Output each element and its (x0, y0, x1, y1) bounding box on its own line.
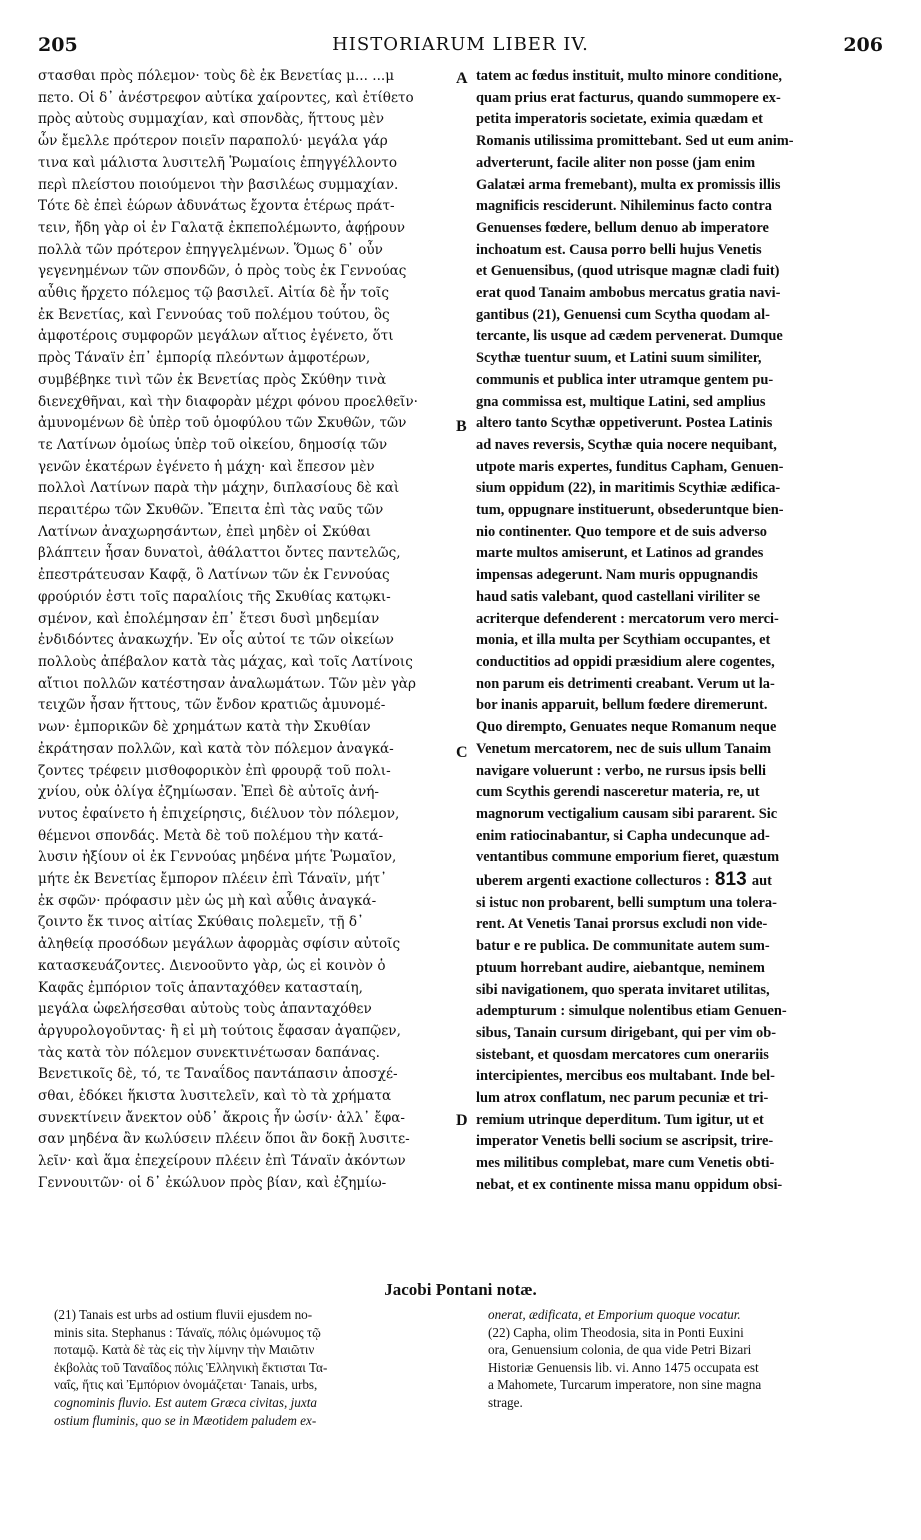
greek-text-line: σθαι, ἐδόκει ἥκιστα λυσιτελεῖν, καὶ τὸ τὰ χρήματα (38, 1088, 392, 1105)
greek-text-line: πετο. Οἱ δ᾿ ἀνέστρεφον αὐτίκα χαίροντες, καὶ ἐτίθετο (38, 89, 414, 106)
latin-text-line: adverterunt, facile aliter non posse (jam enim (476, 154, 756, 171)
latin-text-line: ad naves reversis, Scythæ quia nocere nequibant, (476, 436, 777, 453)
greek-text-line: πολλοὶ Λατίνων παρὰ τὴν μάχην, διπλασίους δὲ καὶ (38, 480, 400, 497)
latin-text-line: mes militibus complebat, mare cum Venetis obti- (476, 1155, 775, 1172)
greek-text-line: νυτος ἐφαίνετο ἡ ἐπιχείρησις, διέλυον τὸν πόλεμον, (38, 805, 400, 822)
footnote-line: strage. (488, 1394, 523, 1410)
greek-text-line: πολλοὺς ἀπέβαλον κατὰ τὰς μάχας, καὶ τοῖς Λατίνοις (38, 653, 413, 670)
greek-text-line: βλάπτειν ἦσαν δυνατοὶ, ἀθάλαττοι ὄντες παντελῶς, (38, 545, 401, 562)
latin-text-line: uberem argenti exactione collecturos : 813 aut (476, 869, 772, 891)
page-number-left: 205 (38, 34, 78, 56)
greek-text-line: γενῶν ἑκατέρων ἐγένετο ἡ μάχη· καὶ ἔπεσον μὲν (38, 458, 375, 475)
footnotes-right (488, 1306, 888, 1412)
latin-text-line: intercipientes, mercibus eos multabant. Inde bel- (476, 1068, 775, 1085)
latin-text-line: sibi navigationem, quo sperata invitaret utilitas, (476, 981, 770, 998)
latin-text-line: conductitios ad oppidi præsidium alere cogentes, (476, 653, 775, 670)
latin-text-line: gna commissa est, multique Latini, sed amplius (476, 393, 766, 410)
greek-text-line: τε Λατίνων ὁμοίως ὑπὲρ τοῦ οἰκείου, δημοσίᾳ τῶν (38, 436, 388, 453)
footnote-line: cognominis fluvio. Est autem Græca civitas, juxta (54, 1394, 317, 1410)
page-number-right: 206 (843, 34, 883, 56)
greek-text-line: διενεχθῆναι, καὶ τὴν διαφορὰν μέχρι φόνου προελθεῖν· (38, 393, 418, 410)
latin-text-line: rent. At Venetis Tanai prorsus excludi non vide- (476, 916, 768, 933)
footnote-line: a Mahomete, Turcarum imperatore, non sine magna (488, 1377, 762, 1393)
footnote-line: ποταμῷ. Κατὰ δὲ τὰς εἰς τὴν λίμνην τὴν Μαιῶτιν (54, 1342, 315, 1358)
greek-text-line: ἀμφοτέροις συμφορῶν μεγάλων αἴτιος ἐγένετο, ὅτι (38, 328, 394, 345)
greek-text-line: περὶ πλείστου ποιούμενοι τὴν βασιλέως συμμαχίαν. (38, 176, 399, 193)
greek-text-line: ἐκράτησαν πολλῶν, καὶ κατὰ τὸν πόλεμον ἀναγκά- (38, 740, 394, 757)
running-title: HISTORIARUM LIBER IV. (332, 34, 589, 55)
greek-text-line: σαν μηδένα ἂν κωλύσειν πλέειν ὅποι ἂν δοκῇ λυσιτε- (38, 1131, 410, 1148)
footnote-line: ora, Genuensium colonia, de qua vide Petri Bizari (488, 1342, 752, 1358)
footnote-line: (21) Tanais est urbs ad ostium fluvii ejusdem no- (54, 1307, 313, 1322)
greek-text-line: μεγάλα ὠφελήσεσθαι αὐτοὺς τοὺς ἁπανταχόθεν (38, 1001, 372, 1018)
latin-text-line: bor inanis apparuit, bellum fœdere diremerunt. (476, 697, 768, 714)
latin-text-line: Galatæi arma fremebant), multa ex promissis illis (476, 176, 781, 193)
footnote-line: ostium fluminis, quo se in Mæotidem paludem ex- (54, 1412, 317, 1428)
greek-text-line: ὧν ἔμελλε πρότερον ποιεῖν παραπολύ· μεγάλα γάρ (38, 133, 388, 150)
greek-text-line: μήτε ἐκ Βενετίας ἔμπορον πλέειν ἐπὶ Τάναϊν, μήτ᾿ (38, 871, 387, 888)
latin-text-line: erat quod Tanaim ambobus mercatus gratia navi- (476, 285, 781, 302)
latin-text-line: remium utrinque deperditum. Tum igitur, ut et (476, 1111, 764, 1128)
latin-text-line: marte multos amiserunt, et Latinos ad grandes (476, 545, 764, 562)
greek-text-line: ἐκ σφῶν· πρόφασιν μὲν ὡς μὴ καὶ αὖθις ἀναγκά- (38, 892, 377, 909)
greek-text-line: πολλὰ τῶν πρότερον ἐπηγγελμένων. Ὅμως δ᾿ οὖν (38, 241, 383, 258)
latin-text-line: lum atrox conflatum, nec parum pecuniæ et tri- (476, 1090, 769, 1107)
greek-text-line: ἐκ Βενετίας, καὶ Γεννούας τοῦ πολέμου τούτου, ὃς (38, 306, 390, 323)
latin-text-line: gantibus (21), Genuensi cum Scytha quodam al- (476, 306, 770, 323)
inline-page-reference: 813 (709, 869, 752, 891)
greek-text-line: αὖθις ἤρχετο πόλεμος τῷ βασιλεῖ. Αἰτία δὲ ἦν τοῖς (38, 285, 389, 302)
latin-text-line: batur e re publica. De communitate autem sum- (476, 938, 770, 955)
greek-text-line: γεγενημένων τῶν σπονδῶν, ὁ πρὸς τοὺς ἐκ Γεννούας (38, 263, 407, 280)
footnote-line: minis sita. Stephanus : Τάναϊς, πόλις ὁμώνυμος τῷ (54, 1324, 321, 1340)
greek-text-line: τινα καὶ μάλιστα λυσιτελῆ Ῥωμαίοις ἐπηγγέλλοντο (38, 154, 397, 171)
latin-text-line: utpote maris expertes, funditus Capham, Genuen- (476, 458, 784, 475)
greek-text-column (38, 66, 458, 1195)
latin-text-line: Venetum mercatorem, nec de suis ullum Tanaim (476, 740, 772, 757)
greek-text-line: ἐπεστράτευσαν Καφᾷ, ὃ Λατίνων τῶν ἐκ Γεννούας (38, 567, 390, 584)
greek-text-line: σμένον, καὶ ἐπολέμησαν ἐπ᾿ ἔτεσι δυσὶ μηδεμίαν (38, 610, 380, 627)
greek-text-line: πρὸς Τάναϊν ἐπ᾿ ἐμπορίᾳ πλεόντων ἀμφοτέρων, (38, 350, 371, 367)
notes-title: Jacobi Pontani notæ. (384, 1280, 537, 1299)
latin-text-line: tatem ac fœdus instituit, multo minore conditione, (476, 68, 782, 84)
greek-text-line: πρὸς αὐτοὺς συμμαχίαν, καὶ σπονδὰς, ἥττους μὲν (38, 111, 385, 128)
footnote-line: ἐκβολὰς τοῦ Ταναΐδος πόλις Ἑλληνικὴ ἔκτισται Τα- (54, 1359, 328, 1375)
greek-text-line: Καφᾶς ἐμπόριον τοῖς ἁπανταχόθεν κατασταίη, (38, 979, 363, 996)
latin-text-line: et Genuensibus, (quod utrisque magnæ cladi fuit) (476, 263, 780, 280)
greek-text-line: ἀργυρολογοῦντας· ἢ εἰ μὴ τούτοις ἔφασαν ἀγαπῷεν, (38, 1022, 401, 1039)
footnote-line: ναΐς, ἥτις καὶ Ἐμπόριον ὀνομάζεται· Tanais, urbs, (54, 1377, 318, 1393)
greek-text-line: ζοιντο ἔκ τινος αἰτίας Σκύθαις πολεμεῖν, τῇ δ᾿ (38, 914, 364, 931)
footnote-line: (22) Capha, olim Theodosia, sita in Ponti Euxini (488, 1324, 744, 1340)
greek-text-line: ἀληθείᾳ προσόδων μεγάλων ἀφορμὰς σφίσιν αὐτοῖς (38, 936, 401, 953)
latin-text-line: sistebant, et quosdam mercatores cum onerariis (476, 1046, 769, 1063)
greek-text-line: τὰς κατὰ τὸν πόλεμον συνεκτινέτωσαν δαπάνας. (38, 1044, 381, 1061)
latin-text-line: tercante, lis usque ad cædem pervenerat. Dumque (476, 328, 783, 345)
footnote-line: onerat, ædificata, et Emporium quoque vocatur. (488, 1307, 741, 1322)
latin-text-column (476, 66, 884, 1197)
latin-text-line: Scythæ tuentur suum, et Latini suum similiter, (476, 350, 762, 367)
latin-text-line: cum Scythis gerendi nasceretur materia, re, ut (476, 784, 760, 801)
greek-text-line: αἴτιοι πολλῶν κατέστησαν ἀναλωμάτων. Τῶν μὲν γὰρ (38, 675, 417, 692)
latin-text-line: navigare voluerunt : verbo, ne rursus ipsis belli (476, 762, 766, 779)
margin-marker-a: A (456, 70, 468, 87)
latin-text-line: non parum eis detrimenti creabant. Verum ut la- (476, 675, 775, 692)
latin-text-line: nebat, et ex continente missa manu oppidum obsi- (476, 1176, 783, 1193)
latin-text-line: magnorum vectigalium causam sibi pararent. Sic (476, 805, 778, 822)
greek-text-line: τειν, ἤδη γὰρ οἱ ἐν Γαλατᾷ ἐκπεπολέμωντο, ἀφῄρουν (38, 219, 405, 236)
margin-marker-c: C (456, 744, 468, 761)
greek-text-line: συμβέβηκε τινὶ τῶν ἐκ Βενετίας πρὸς Σκύθην τινὰ (38, 371, 387, 388)
latin-text-line: altero tanto Scythæ oppetiverunt. Postea Latinis (476, 415, 773, 432)
page-header (38, 34, 883, 60)
greek-text-line: συνεκτίνειν ἄνεκτον οὐδ᾿ ἄκροις ἦν ὠσίν· ἀλλ᾿ ἔφα- (38, 1109, 405, 1126)
latin-text-line: sibus, Tanain cursum dirigebant, qui per vim ob- (476, 1024, 777, 1041)
latin-text-line: enim ratiocinabantur, si Capha undecunque ad- (476, 827, 770, 844)
latin-text-line: acriterque defenderent : mercatorum vero merci- (476, 610, 779, 627)
greek-text-line: κατασκευάζοντες. Διενοοῦντο γὰρ, ὡς εἰ κοινὸν ὁ (38, 957, 386, 974)
greek-text-line: Βενετικοῖς δὲ, τό, τε Ταναΐδος παντάπασιν ἀποσχέ- (38, 1066, 398, 1083)
latin-text-line: si istuc non probarent, belli sumptum una tolera- (476, 894, 777, 911)
latin-text-line: Romanis utilissima promittebant. Sed ut eum anim- (476, 133, 794, 150)
latin-text-line: tum, oppugnare instituerunt, obsederuntque bien- (476, 502, 784, 519)
latin-text-line: sium oppidum (22), in maritimis Scythiæ ædifica- (476, 480, 781, 497)
latin-text-line: inchoatum est. Causa porro belli hujus Venetis (476, 241, 762, 258)
latin-text-line: adempturum : simulque nolentibus etiam Genuen- (476, 1003, 787, 1020)
latin-text-line: petita imperatoris societate, eximia quædam et (476, 111, 763, 128)
latin-text-line: communis et publica inter utramque gentem pu- (476, 371, 774, 388)
latin-text-line: magnificis resciderunt. Nihileminus facto contra (476, 198, 772, 215)
latin-text-line: quam prius erat facturus, quando summopere ex- (476, 89, 781, 106)
greek-text-line: Λατίνων ἀναχωρησάντων, ἐπεὶ μηδὲν οἱ Σκύθαι (38, 523, 371, 540)
footnote-line: Historiæ Genuensis lib. vi. Anno 1475 occupata est (488, 1359, 759, 1375)
latin-text-line: imperator Venetis belli socium se ascripsit, trire- (476, 1133, 774, 1150)
greek-text-line: Τότε δὲ ἐπεὶ ἑώρων ἀδυνάτως ἔχοντα ἑτέρως πράτ- (38, 198, 395, 215)
greek-text-line: χνίου, οὐκ ὀλίγα ἐζημίωσαν. Ἐπεὶ δὲ αὐτοῖς ἀνή- (38, 784, 379, 801)
greek-text-line: ἀμυνομένων δὲ ὑπὲρ τοῦ ὁμοφύλου τῶν Σκυθῶν, τῶν (38, 415, 407, 432)
footnotes-left (54, 1306, 466, 1429)
latin-text-line: impensas adegerunt. Nam muris oppugnandis (476, 567, 758, 584)
latin-text-line: ptuum horrebant audire, aiebantque, neminem (476, 959, 765, 976)
latin-text-line: ventantibus commune emporium fieret, quæstum (476, 849, 780, 866)
latin-text-line: Quo dirempto, Genuates neque Romanum neque (476, 719, 777, 736)
greek-text-line: θέμενοι σπονδάς. Μετὰ δὲ τοῦ πολέμου τὴν κατά- (38, 827, 384, 844)
latin-text-line: haud satis valebant, quod castellani viriliter se (476, 588, 760, 605)
latin-text-line: nio continenter. Quo tempore et de suis adverso (476, 523, 768, 540)
greek-text-line: περαιτέρω τῶν Σκυθῶν. Ἔπειτα ἐπὶ τὰς ναῦς τῶν (38, 502, 384, 519)
greek-text-line: λυσιν ἠξίουν οἱ ἐκ Γεννούας μηδένα μήτε Ῥωμαῖον, (38, 849, 397, 866)
greek-text-line: ἐνδιδόντες ἀνακωχήν. Ἐν οἷς αὐτοί τε τῶν οἰκείων (38, 632, 394, 649)
latin-text-line: monia, et illa multa per Scythiam occupantes, et (476, 632, 771, 649)
greek-text-line: ζοντες τρέφειν μισθοφορικὸν ἐπὶ φρουρᾷ τοῦ πολι- (38, 762, 391, 779)
margin-marker-d: D (456, 1112, 468, 1129)
greek-text-line: νων· ἐμπορικῶν δὲ χρημάτων κατὰ τὴν Σκυθίαν (38, 719, 371, 736)
margin-marker-b: B (456, 418, 467, 435)
latin-text-line: Genuenses fœdere, bellum denuo ab imperatore (476, 219, 769, 236)
greek-text-line: στασθαι πρὸς πόλεμον· τοὺς δὲ ἐκ Βενετίας μ... ...μ (38, 68, 395, 84)
inline-after-word: aut (751, 873, 772, 890)
greek-text-line: φρούριόν ἐστι τοῖς παραλίοις τῆς Σκυθίας κατῳκι- (38, 588, 391, 605)
greek-text-line: λεῖν· καὶ ἅμα ἐπεχείρουν πλέειν ἐπὶ Τάναϊν ἀκόντων (38, 1153, 406, 1170)
greek-text-line: Γεννουιτῶν· οἱ δ᾿ ἐκώλυον πρὸς βίαν, καὶ ἐζημίω- (38, 1174, 387, 1191)
greek-text-line: τειχῶν ἦσαν ἥττους, τῶν ἔνδον κρατιῶς ἀμυνομέ- (38, 697, 386, 714)
